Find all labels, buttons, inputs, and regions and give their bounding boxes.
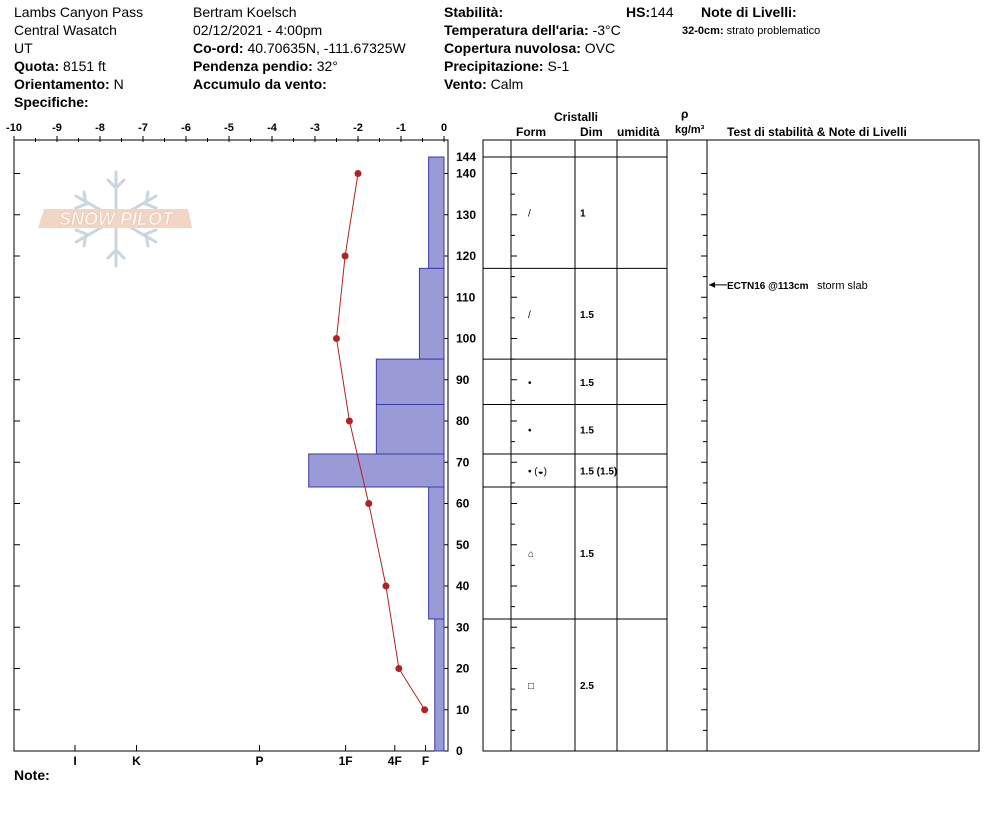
- layer-form-symbol: • (◒): [528, 466, 547, 478]
- layer-form-symbol: /: [528, 309, 531, 321]
- layer-notes-label: Note di Livelli:: [701, 4, 797, 20]
- coords-value: 40.70635N, -111.67325W: [247, 40, 406, 56]
- temp-tick-label: -1: [396, 122, 406, 134]
- crystals-header: Cristalli: [554, 110, 599, 124]
- precip-value: S-1: [547, 58, 570, 74]
- aspect-label: Orientamento:: [14, 76, 110, 92]
- layer-dim-value: 1.5: [580, 309, 594, 321]
- layer-dim-value: 1: [580, 208, 586, 220]
- height-tick-label: 30: [456, 620, 470, 635]
- height-tick-label: 20: [456, 661, 470, 676]
- layer-form-symbol: •: [528, 377, 532, 389]
- hardness-tick-label: I: [73, 754, 77, 768]
- note-label: Note:: [14, 767, 50, 783]
- layer-table-frame: [483, 140, 979, 751]
- density-unit-header: kg/m³: [675, 124, 705, 136]
- temperature-point: [333, 335, 340, 342]
- wind-loading-label: Accumulo da vento:: [193, 76, 327, 92]
- layer-dim-value: 2.5: [580, 681, 594, 692]
- moisture-header: umidità: [617, 125, 660, 139]
- layer-dim-value: 1.5: [580, 377, 594, 389]
- temp-tick-label: -6: [181, 122, 191, 134]
- hardness-tick-label: K: [132, 754, 141, 768]
- hardness-bar: [309, 454, 444, 487]
- temp-tick-label: -8: [95, 122, 105, 134]
- specifics-label: Specifiche:: [14, 94, 89, 110]
- height-tick-label: 70: [456, 455, 470, 470]
- hs-label: HS:: [626, 4, 651, 20]
- temperature-point: [342, 253, 349, 260]
- elevation-value: 8151 ft: [63, 58, 106, 74]
- aspect-value: N: [113, 76, 124, 92]
- snowpilot-logo: [38, 172, 192, 266]
- hardness-tick-label: 1F: [338, 754, 353, 768]
- stability-test-result: ECTN16 @113cm: [727, 280, 809, 292]
- form-header: Form: [516, 125, 546, 139]
- dim-header: Dim: [580, 125, 603, 139]
- temp-tick-label: -9: [52, 122, 62, 134]
- temperature-point: [382, 583, 389, 590]
- rho-header: ρ: [681, 107, 689, 121]
- precip-label: Precipitazione:: [444, 58, 544, 74]
- temp-tick-label: -2: [353, 122, 363, 134]
- hardness-bar: [429, 487, 444, 619]
- region-name: Central Wasatch: [14, 22, 117, 38]
- temp-tick-label: -3: [310, 122, 320, 134]
- height-top-label: 144: [456, 150, 477, 164]
- temperature-point: [346, 418, 353, 425]
- layer-dim-value: 1.5: [580, 425, 594, 437]
- height-tick-label: 0: [456, 744, 463, 758]
- wind-value: Calm: [490, 76, 524, 92]
- hs-value: 144: [650, 4, 674, 20]
- hardness-tick-label: F: [421, 754, 430, 768]
- state-name: UT: [14, 40, 33, 56]
- cloud-label: Copertura nuvolosa:: [444, 40, 581, 56]
- temperature-point: [365, 500, 372, 507]
- layer-form-symbol: □: [528, 681, 535, 692]
- wind-label: Vento:: [444, 76, 487, 92]
- temp-tick-label: 0: [440, 122, 448, 134]
- height-tick-label: 140: [456, 166, 477, 181]
- hardness-bar: [419, 268, 444, 359]
- temperature-point: [355, 170, 362, 177]
- height-tick-label: 90: [456, 372, 470, 387]
- height-tick-label: 100: [456, 331, 477, 346]
- layer-dim-value: 1.5 (1.5): [580, 466, 618, 478]
- temp-tick-label: -4: [267, 122, 277, 134]
- height-tick-label: 50: [456, 537, 470, 552]
- layer-form-symbol: ⌂: [528, 549, 535, 560]
- temperature-point: [395, 665, 402, 672]
- height-tick-label: 60: [456, 496, 470, 511]
- height-tick-label: 40: [456, 579, 470, 593]
- layer-form-symbol: /: [528, 208, 531, 220]
- observation-datetime: 02/12/2021 - 4:00pm: [193, 22, 323, 38]
- layer-note-text: strato problematico: [726, 25, 821, 37]
- layer-form-symbol: •: [528, 425, 532, 437]
- height-tick-label: 110: [456, 290, 476, 305]
- location-name: Lambs Canyon Pass: [14, 4, 144, 20]
- slope-label: Pendenza pendio:: [193, 58, 313, 74]
- stability-label: Stabilità:: [444, 4, 504, 20]
- stability-test-note: storm slab: [817, 279, 868, 292]
- tests-header: Test di stabilità & Note di Livelli: [727, 125, 907, 139]
- slope-value: 32°: [316, 58, 338, 74]
- hardness-bar: [376, 405, 444, 455]
- observer-name: Bertram Koelsch: [193, 4, 297, 20]
- height-tick-label: 120: [456, 249, 477, 263]
- temperature-point: [421, 706, 428, 713]
- cloud-value: OVC: [584, 40, 616, 56]
- layer-note-range: 32-0cm:: [682, 25, 724, 37]
- hardness-bar: [435, 619, 444, 751]
- layer-dim-value: 1.5: [580, 549, 594, 560]
- height-tick-label: 10: [456, 702, 470, 717]
- temp-tick-label: -10: [6, 122, 22, 134]
- hardness-bar: [429, 157, 444, 268]
- height-tick-label: 130: [456, 207, 477, 222]
- hardness-tick-label: P: [255, 754, 264, 768]
- air-temp-label: Temperatura dell'aria:: [444, 22, 589, 38]
- temp-tick-label: -5: [224, 122, 234, 134]
- air-temp-value: -3°C: [592, 22, 621, 38]
- logo-text: SNOW PILOT: [59, 209, 173, 229]
- hardness-bar: [376, 359, 444, 404]
- coords-label: Co-ord:: [193, 40, 244, 56]
- elevation-label: Quota:: [14, 58, 60, 74]
- test-pointer-arrow: [709, 282, 715, 288]
- temp-tick-label: -7: [138, 122, 148, 134]
- height-tick-label: 80: [456, 414, 470, 428]
- hardness-tick-label: 4F: [387, 754, 402, 768]
